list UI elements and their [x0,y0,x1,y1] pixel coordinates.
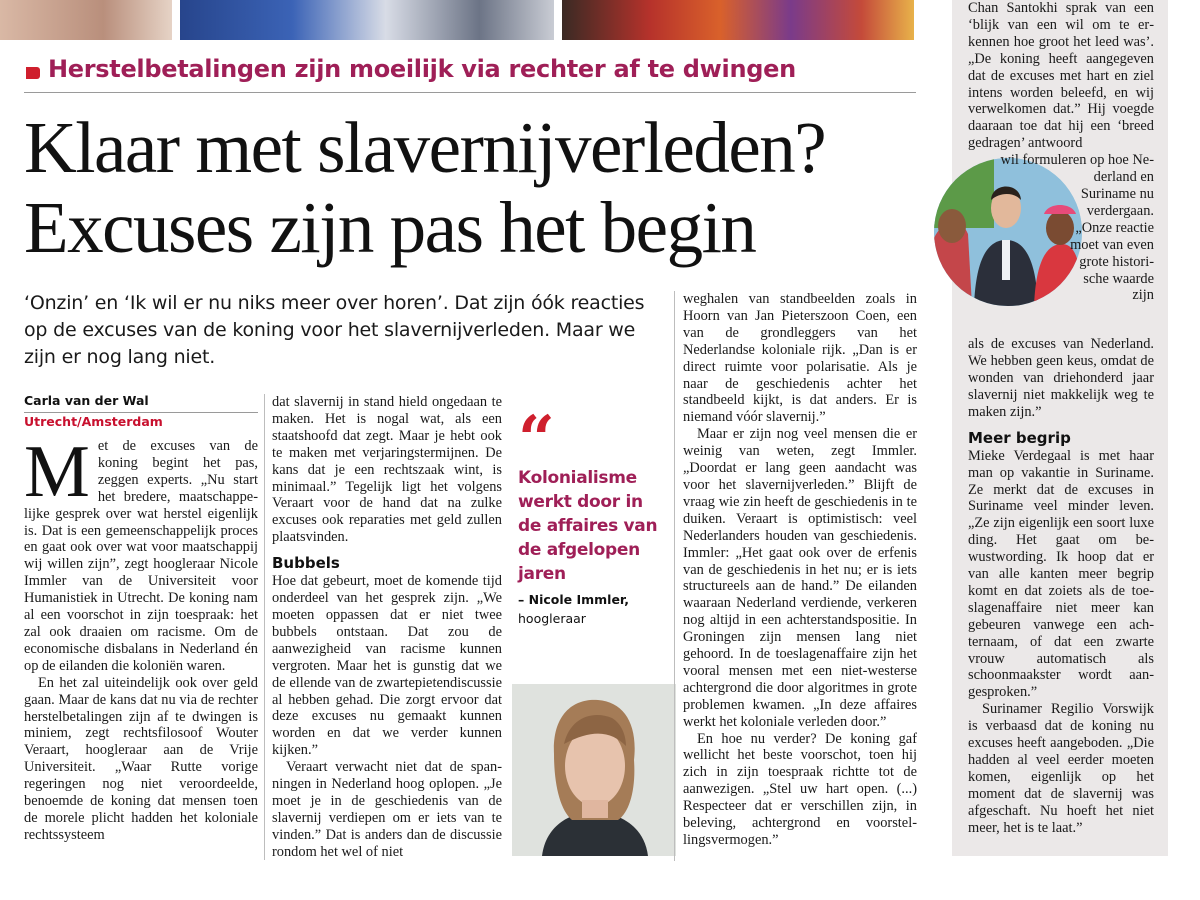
pull-quote: Kolonialisme werkt door in de affaires van de afgelopen jaren [518,468,658,584]
sidebar-paragraph: als de excuses van Nederland. We hebben geen keus, omdat de wonden van driehonderd jaar slavernij niet makkelijk weg te maken zijn.” [968,336,1154,420]
body-paragraph: Maar er zijn nog veel mensen die er weinig van weten, zegt Immler. „Doordat er lang geen aandacht was voor het slavernijverleden.” Blijft de vraag wie zin heeft de geschiedenis in te duiken. Veraart is optimistisch: veel Nederlanders houden van geschiedenis. Immler: „Het gaat ook over de erfenis van de geschiedenis in het nu; er is iets structureels aan de hand.” De eilanden waaraan Nederland verdiende, verkeren nog altijd in een achterstandspositie. In Groningen zijn mensen lang niet gehoord. In de toeslagenaffaire zijn het vooral mensen met een niet-westerse achtergrond die door algoritmes in grote problemen kwamen. „In deze affaires werkt het koloniale verleden door.” [683,426,917,730]
body-paragraph: En het zal uiteindelijk ook over geld gaan. Maar de kans dat nu via de rechter herstelbetalingen zijn af te dwingen is miniem, zegt rechtsfilosoof Wouter Veraart, hoogleraar aan de Vrije Universiteit. „Waar Rutte vorige regeringen nog niet veroordeelde, benoemde de koning dat mensen toen de morele plicht hadden het koloniale rechtssysteem [24,674,258,843]
headline-line-1: Klaar met slavernijverleden? [24,107,826,188]
quote-attribution [518,590,668,628]
quote-attribution-name: – Nicole Immler, [518,592,629,607]
body-paragraph: En hoe nu verder? De koning gaf wellicht het beste voorschot, toen hij zich in zijn toespraak richtte tot de aanwezigen. „Stel uw hart open. (...) Respecteer dat er verschillen zijn, in beleving, achtergrond en voorstellingsvermogen.” [683,730,917,848]
portrait-photo [512,684,676,856]
body-paragraph: Hoe dat gebeurt, moet de komende tijd onderdeel van het gesprek zijn. „We moeten oppassen dat er niet twee bubbels ontstaan. Dat zou de aanwezigheid van racisme kunnen vergroten. Maar het is gunstig dat we de ellende van de zwartepietendiscussie al hebben gehad. Die zorgt ervoor dat deze excuses nu gemaakt kunnen worden en dat we verder kunnen kijken.” [272,573,502,759]
body-paragraph: dat slavernij in stand hield ongedaan te maken. Het is nogal wat, als een staatshoofd dat zegt. Maar je hebt ook te maken met verjaringstermijnen. De kans dat je een rechtszaak wint, is minimaal.” Tegelijk ligt het volgens Veraart voor de hand dat na zulke excuses ook reparaties met geld zullen plaatsvinden. [272,394,502,546]
drop-cap: M [24,438,90,513]
headline [24,108,924,268]
kicker-arrow-icon [26,67,40,79]
column-divider [674,291,675,861]
author-name: Carla van der Wal [24,393,149,408]
photo-wrap-space [968,152,1066,336]
body-column-1 [24,438,258,863]
body-paragraph: et de excuses van de koning begint het pas, zeggen experts. „Nu start het bredere, maatschappelijke gesprek over wat herstel eigenlijk is. Dat is een gemeenschappelijk proces en gaat ook over wat voor maatschappij wij willen zijn”, zegt hoogleraar Nicole Immler van de Universiteit voor Humanistiek in Utrecht. De koning nam al een voorschot in zijn toespraak: het zal ook draaien om racisme. Om de economische disbalans in Nederland én op de eilanden die koloniën waren. [24,438,258,674]
kicker [24,52,916,93]
subheading-meer-begrip: Meer begrip [968,428,1071,447]
sidebar-paragraph: Surinamer Regilio Vorswijk is verbaasd dat de koning nu excuses heeft aangeboden. „Die hadden al veel eerder moeten komen, eigenlijk op het moment dat de slavernij was afgeschaft. Nu hoeft het niet meer, het is te laat.” [968,701,1154,836]
body-paragraph: weghalen van standbeelden zoals in Hoorn van Jan Pieterszoon Coen, een van de grondleggers van het Nederlandse koloniale rijk. „Dan is er direct ruimte voor polarisatie. Als je naar de geschiedenis achter het standbeeld kijkt, is dat anders. Er is niemand vóór slavernij.” [683,291,917,426]
sidebar-column [968,0,1154,860]
body-column-2 [272,394,502,864]
sidebar-paragraph: Mieke Verdegaal is met haar man op vakantie in Suriname. Ze merkt dat de excuses in Suriname veel minder leven. „Ze zijn eigenlijk een soort luxe ding. Het gaat om bewustwording. Ik hoop dat er van alle kanten meer begrip komt en dat zoiets als de toeslagenaffaire niet meer kan gebeuren vanwege een achternaam, of dat een zwarte vrouw automatisch als schoonmaakster wordt aangesproken.” [968,447,1154,701]
subheading-bubbels: Bubbels [272,554,340,573]
column-divider [264,394,265,860]
dateline-location: Utrecht/Amsterdam [24,414,163,429]
body-column-4 [683,291,917,863]
top-photo-right [562,0,914,40]
top-photo-left [0,0,172,40]
intro-paragraph: ‘Onzin’ en ‘Ik wil er nu niks meer over horen’. Dat zijn óók reacties op de excuses van de koning voor het slavernijverleden. Maar we zijn er nog lang niet. [24,292,645,368]
headline-line-2: Excuses zijn pas het begin [24,187,756,268]
top-photo-center [180,0,554,40]
body-paragraph: Veraart verwacht niet dat de spanningen in Nederland hoog oplopen. „Je moet je in de geschiedenis van de slavernij verdiepen om er iets van te vinden.” Dat is anders dan de discussie rondom het wel of niet [272,759,502,860]
kicker-text: Herstelbetalingen zijn moeilijk via rechter af te dwingen [48,55,796,83]
byline [24,392,258,413]
sidebar-paragraph: wil formuleren op hoe Nederland en Suriname nu verdergaan. „Onze reactie moet van even grote historische waarde zijn [1000,152,1154,304]
sidebar-paragraph: Chan Santokhi sprak van een ‘blijk van een wil om te erkennen hoe groot het leed was’. „De koning heeft aangegeven dat de excuses met hart en ziel intens worden beleefd, en wij verwelkomen dat.” Hij voegde daaraan toe dat hij een ‘breed gedragen’ antwoord [968,0,1154,152]
quote-attribution-role: hoogleraar [518,611,586,626]
quote-mark-icon: “ [518,402,555,477]
